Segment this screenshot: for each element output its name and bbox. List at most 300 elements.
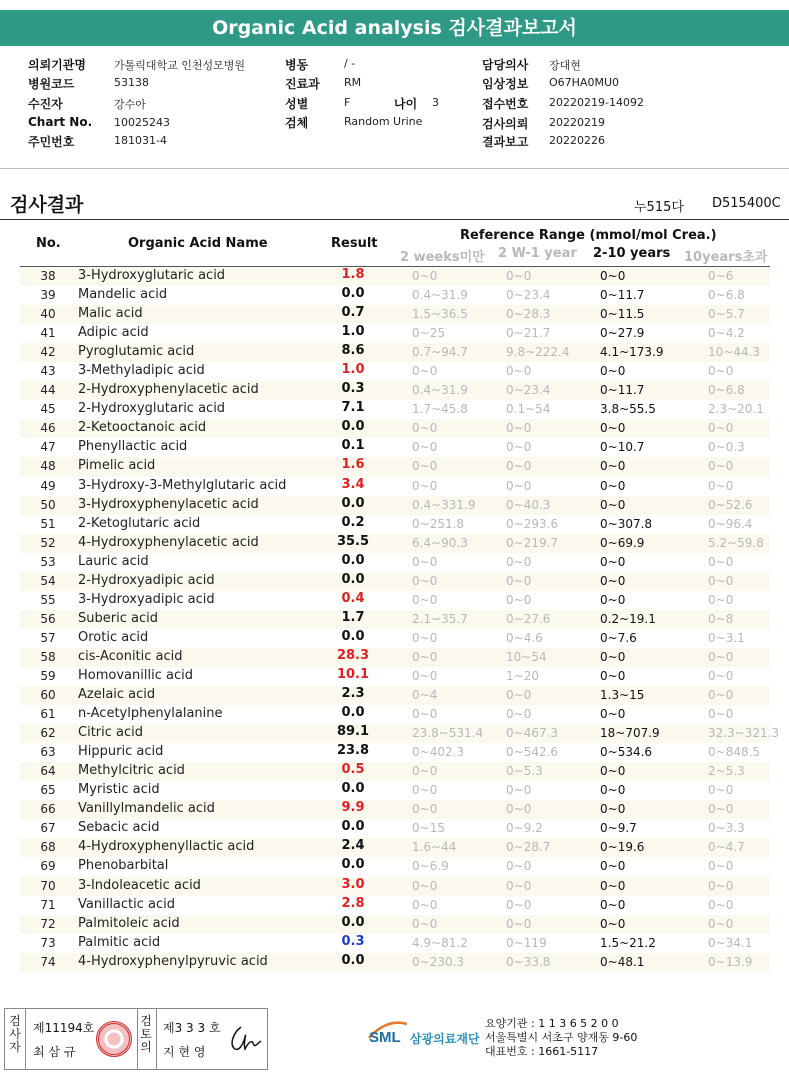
acid-name: Palmitoleic acid (78, 915, 180, 931)
table-row (20, 896, 770, 915)
range-2w-1year: 0.1~54 (506, 402, 551, 417)
acid-name: Orotic acid (78, 629, 149, 645)
acid-name: Pyroglutamic acid (78, 344, 195, 360)
range-2weeks: 0.4~31.9 (412, 288, 468, 303)
signature-icon (227, 1023, 263, 1055)
divider (0, 168, 789, 169)
row-number: 56 (40, 611, 56, 626)
range-2weeks: 0~0 (412, 802, 438, 817)
range-10years: 0~6 (708, 269, 734, 283)
resident-label: 주민번호 (28, 135, 75, 149)
row-number: 74 (40, 954, 56, 969)
table-row (20, 686, 770, 705)
lab-code: 요양기관 : 1 1 3 6 5 2 0 0 (485, 1017, 619, 1030)
result-value: 0.0 (341, 419, 365, 435)
row-number: 39 (40, 288, 56, 303)
range-2w-1year: 0~27.6 (506, 611, 551, 626)
acid-name: Lauric acid (78, 553, 149, 569)
acid-name: 2-Hydroxyglutaric acid (78, 401, 226, 417)
divider (0, 219, 789, 220)
range-10years: 0~0 (708, 878, 734, 893)
range-2weeks: 0~0 (412, 783, 438, 798)
range-2-10years: 0~0 (600, 364, 626, 379)
acid-name: Homovanillic acid (78, 667, 193, 683)
request-label: 검사의뢰 (482, 117, 529, 131)
range-2weeks: 0~25 (412, 326, 445, 341)
header-2w-1year: 2 W-1 year (498, 246, 577, 261)
range-2-10years: 0~9.7 (600, 821, 637, 836)
row-number: 72 (40, 916, 56, 931)
result-value: 0.0 (341, 286, 365, 302)
range-2weeks: 0.7~94.7 (412, 345, 468, 360)
sml-logo-icon (367, 1016, 411, 1046)
range-2w-1year: 0~0 (506, 459, 532, 474)
acid-name: 2-Hydroxyadipic acid (78, 572, 215, 588)
dept-value: RM (344, 76, 362, 89)
acid-name: Sebacic acid (78, 820, 160, 836)
table-row (20, 419, 770, 438)
table-row (20, 953, 770, 972)
range-2weeks: 0~0 (412, 269, 438, 283)
divider (25, 1009, 26, 1069)
range-10years: 0~34.1 (708, 935, 753, 950)
acid-name: Citric acid (78, 725, 143, 741)
range-2-10years: 0~11.7 (600, 288, 645, 303)
result-value: 1.7 (341, 609, 365, 625)
range-2-10years: 0~0 (600, 459, 626, 474)
row-number: 61 (40, 707, 56, 722)
range-2weeks: 0~0 (412, 707, 438, 722)
range-2-10years: 0.2~19.1 (600, 611, 656, 626)
range-2weeks: 0~0 (412, 440, 438, 455)
range-10years: 32.3~321.3 (708, 726, 780, 741)
reviewer-vertical-label: 검토의 (140, 1014, 152, 1054)
table-row (20, 819, 770, 838)
result-value: 3.0 (341, 876, 365, 892)
request-value: 20220219 (549, 116, 605, 129)
range-2-10years: 0~0 (600, 764, 626, 779)
row-number: 64 (40, 764, 56, 779)
table-row (20, 305, 770, 324)
range-10years: 0~0 (708, 478, 734, 493)
result-value: 7.1 (341, 400, 365, 416)
result-value: 0.0 (341, 628, 365, 644)
result-value: 0.3 (341, 381, 365, 397)
acid-name: 3-Indoleacetic acid (78, 877, 201, 893)
range-2-10years: 1.5~21.2 (600, 935, 656, 950)
range-2w-1year: 0~4.6 (506, 630, 543, 645)
header-2weeks: 2 weeks미만 (400, 250, 485, 265)
acid-name: Hippuric acid (78, 744, 164, 760)
result-value: 0.0 (341, 781, 365, 797)
acid-name: 4-Hydroxyphenyllactic acid (78, 839, 255, 855)
table-row (20, 515, 770, 534)
lab-address-line: 서울특별시 서초구 양재동 9-60 (485, 1031, 638, 1044)
table-row (20, 915, 770, 934)
hospital-label: 의뢰기관명 (28, 58, 86, 72)
row-number: 47 (40, 440, 56, 455)
range-10years: 2.3~20.1 (708, 402, 764, 417)
specimen-label: 검체 (285, 116, 309, 130)
range-2w-1year: 10~54 (506, 649, 547, 664)
code-value: 53138 (114, 76, 149, 89)
header-result: Result (331, 236, 378, 251)
row-number: 49 (40, 478, 56, 493)
range-2-10years: 1.3~15 (600, 688, 645, 703)
range-10years: 10~44.3 (708, 345, 761, 360)
table-row (20, 762, 770, 781)
result-value: 2.8 (341, 895, 365, 911)
table-row (20, 477, 770, 496)
range-2-10years: 0~19.6 (600, 840, 645, 855)
table-body (20, 267, 780, 972)
range-2w-1year: 0~23.4 (506, 383, 551, 398)
range-2-10years: 0~0 (600, 897, 626, 912)
result-value: 28.3 (336, 647, 370, 663)
report-label: 결과보고 (482, 135, 529, 149)
result-value: 0.7 (341, 305, 365, 321)
result-value: 0.3 (341, 933, 365, 949)
row-number: 38 (40, 269, 56, 283)
range-10years: 0~52.6 (708, 497, 753, 512)
range-2w-1year: 0~40.3 (506, 497, 551, 512)
range-2weeks: 0~0 (412, 649, 438, 664)
result-value: 0.5 (341, 762, 365, 778)
range-2w-1year: 0~0 (506, 688, 532, 703)
range-2w-1year: 0~9.2 (506, 821, 543, 836)
range-2weeks: 0~0 (412, 573, 438, 588)
clinical-label: 임상정보 (482, 77, 529, 91)
table-row (20, 286, 770, 305)
sex-label: 성별 (285, 97, 309, 111)
range-2weeks: 6.4~90.3 (412, 535, 468, 550)
row-number: 50 (40, 497, 56, 512)
row-number: 40 (40, 307, 56, 322)
patient-label: 수진자 (28, 97, 63, 111)
range-2-10years: 0~0 (600, 802, 626, 817)
range-10years: 0~6.8 (708, 288, 745, 303)
range-10years: 0~848.5 (708, 745, 761, 760)
table-row (20, 610, 770, 629)
range-2w-1year: 0~0 (506, 554, 532, 569)
doctor-label: 담당의사 (482, 58, 529, 72)
range-10years: 0~0 (708, 916, 734, 931)
range-2-10years: 0~0 (600, 707, 626, 722)
range-2w-1year: 0~0 (506, 364, 532, 379)
range-2weeks: 1.6~44 (412, 840, 457, 855)
range-2-10years: 0~48.1 (600, 954, 645, 969)
range-2w-1year: 0~467.3 (506, 726, 559, 741)
table-row (20, 934, 770, 953)
table-row (20, 591, 770, 610)
result-value: 3.4 (341, 476, 365, 492)
row-number: 67 (40, 821, 56, 836)
range-10years: 0~0 (708, 859, 734, 874)
row-number: 60 (40, 688, 56, 703)
range-2-10years: 0~0 (600, 269, 626, 283)
result-value: 1.6 (341, 457, 365, 473)
table-row (20, 648, 770, 667)
range-2w-1year: 0~0 (506, 573, 532, 588)
range-2weeks: 23.8~531.4 (412, 726, 484, 741)
range-2-10years: 0~0 (600, 649, 626, 664)
range-10years: 0~0 (708, 897, 734, 912)
range-10years: 0~0 (708, 592, 734, 607)
acid-name: 4-Hydroxyphenylpyruvic acid (78, 953, 268, 969)
range-2-10years: 0~534.6 (600, 745, 653, 760)
section-title: 검사결과 (10, 194, 84, 216)
table-row (20, 553, 770, 572)
table-row (20, 457, 770, 476)
range-2weeks: 0~0 (412, 630, 438, 645)
range-2w-1year: 0~0 (506, 707, 532, 722)
acid-name: 3-Hydroxyadipic acid (78, 591, 215, 607)
row-number: 41 (40, 326, 56, 341)
range-2-10years: 0~10.7 (600, 440, 645, 455)
range-2weeks: 0.4~331.9 (412, 497, 476, 512)
range-2w-1year: 0~0 (506, 421, 532, 436)
range-10years: 0~0 (708, 783, 734, 798)
acid-name: Palmitic acid (78, 934, 161, 950)
header-name: Organic Acid Name (128, 236, 268, 251)
range-2w-1year: 0~33.8 (506, 954, 551, 969)
signature-box (4, 1008, 268, 1070)
range-2w-1year: 0~0 (506, 478, 532, 493)
acid-name: n-Acetylphenylalanine (78, 706, 223, 722)
range-2-10years: 0~0 (600, 668, 626, 683)
range-10years: 0~3.1 (708, 630, 745, 645)
range-2weeks: 1.7~45.8 (412, 402, 468, 417)
patient-value: 강수아 (114, 98, 146, 111)
table-row (20, 324, 770, 343)
report-value: 20220226 (549, 134, 605, 147)
acid-name: Azelaic acid (78, 687, 156, 703)
range-10years: 0~0 (708, 802, 734, 817)
row-number: 73 (40, 935, 56, 950)
range-2weeks: 0~0 (412, 478, 438, 493)
range-2-10years: 0~0 (600, 783, 626, 798)
range-10years: 0~96.4 (708, 516, 753, 531)
acid-name: 3-Hydroxyphenylacetic acid (78, 496, 259, 512)
result-value: 1.0 (341, 362, 365, 378)
result-value: 0.1 (341, 438, 365, 454)
range-2w-1year: 0~219.7 (506, 535, 559, 550)
range-10years: 0~0 (708, 668, 734, 683)
range-2weeks: 0~4 (412, 688, 438, 703)
row-number: 52 (40, 535, 56, 550)
row-number: 59 (40, 668, 56, 683)
row-number: 43 (40, 364, 56, 379)
age-label: 나이 (394, 97, 418, 111)
range-10years: 0~0 (708, 688, 734, 703)
result-value: 0.0 (341, 819, 365, 835)
result-value: 0.0 (341, 952, 365, 968)
result-value: 2.4 (341, 838, 365, 854)
row-number: 66 (40, 802, 56, 817)
chart-label: Chart No. (28, 115, 93, 129)
range-2-10years: 0~69.9 (600, 535, 645, 550)
table-row (20, 267, 770, 286)
range-2w-1year: 0~5.3 (506, 764, 543, 779)
acid-name: 3-Hydroxy-3-Methylglutaric acid (78, 477, 287, 493)
range-2weeks: 0~0 (412, 878, 438, 893)
range-2weeks: 0~0 (412, 459, 438, 474)
range-2-10years: 18~707.9 (600, 726, 660, 741)
range-2weeks: 1.5~36.5 (412, 307, 468, 322)
result-value: 0.0 (341, 914, 365, 930)
table-row (20, 838, 770, 857)
range-2-10years: 0~0 (600, 916, 626, 931)
range-10years: 0~8 (708, 611, 734, 626)
result-value: 9.9 (341, 800, 365, 816)
range-2w-1year: 0~0 (506, 440, 532, 455)
row-number: 42 (40, 345, 56, 360)
row-number: 70 (40, 878, 56, 893)
range-10years: 0~3.3 (708, 821, 745, 836)
range-2weeks: 0~0 (412, 668, 438, 683)
range-2w-1year: 0~0 (506, 783, 532, 798)
range-2weeks: 0~0 (412, 364, 438, 379)
table-row (20, 857, 770, 876)
acid-name: Pimelic acid (78, 458, 156, 474)
result-value: 23.8 (336, 743, 370, 759)
range-2-10years: 0~0 (600, 497, 626, 512)
table-row (20, 362, 770, 381)
header-10years: 10years초과 (684, 250, 768, 265)
code-label: 병원코드 (28, 77, 75, 91)
chart-value: 10025243 (114, 116, 170, 129)
range-2weeks: 4.9~81.2 (412, 935, 468, 950)
inspector-license: 제11194호 (33, 1021, 95, 1035)
table-row (20, 496, 770, 515)
range-2-10years: 0~307.8 (600, 516, 653, 531)
table-row (20, 438, 770, 457)
range-2-10years: 0~0 (600, 878, 626, 893)
row-number: 65 (40, 783, 56, 798)
range-2w-1year: 0~0 (506, 802, 532, 817)
age-value: 3 (432, 96, 439, 109)
range-10years: 0~4.7 (708, 840, 745, 855)
range-2weeks: 0~0 (412, 897, 438, 912)
doctor-value: 장대현 (549, 59, 581, 72)
acid-name: Myristic acid (78, 782, 160, 798)
range-2weeks: 0~251.8 (412, 516, 465, 531)
result-value: 0.2 (341, 514, 365, 530)
table-row (20, 705, 770, 724)
result-value: 35.5 (336, 533, 370, 549)
range-2-10years: 0~11.5 (600, 307, 645, 322)
table-row (20, 781, 770, 800)
range-10years: 0~0 (708, 364, 734, 379)
range-10years: 0~6.8 (708, 383, 745, 398)
range-2weeks: 2.1~35.7 (412, 611, 468, 626)
range-2-10years: 0~0 (600, 554, 626, 569)
range-2weeks: 0~15 (412, 821, 445, 836)
row-number: 51 (40, 516, 56, 531)
acid-name: Methylcitric acid (78, 763, 185, 779)
result-value: 0.4 (341, 590, 365, 606)
range-2-10years: 0~0 (600, 421, 626, 436)
range-2w-1year: 0~23.4 (506, 288, 551, 303)
range-2w-1year: 1~20 (506, 668, 539, 683)
table-row (20, 629, 770, 648)
row-number: 53 (40, 554, 56, 569)
table-row (20, 534, 770, 553)
table-row (20, 877, 770, 896)
range-2w-1year: 0~28.7 (506, 840, 551, 855)
result-value: 1.8 (341, 267, 365, 282)
range-10years: 5.2~59.8 (708, 535, 764, 550)
acid-name: 3-Hydroxyglutaric acid (78, 268, 226, 283)
doc-code-2: D515400C (712, 196, 781, 211)
dept-label: 진료과 (285, 77, 320, 91)
acid-name: 2-Hydroxyphenylacetic acid (78, 382, 259, 398)
row-number: 57 (40, 630, 56, 645)
table-row (20, 743, 770, 762)
range-2w-1year: 0~542.6 (506, 745, 559, 760)
row-number: 45 (40, 402, 56, 417)
header-reference-range: Reference Range (mmol/mol Crea.) (460, 228, 717, 243)
acid-name: Adipic acid (78, 325, 149, 341)
row-number: 48 (40, 459, 56, 474)
lab-address (485, 1017, 637, 1059)
range-2-10years: 0~0 (600, 592, 626, 607)
table-row (20, 572, 770, 591)
hospital-value: 가톨릭대학교 인천성모병원 (114, 59, 246, 72)
header-no: No. (36, 236, 61, 251)
range-2weeks: 0~0 (412, 421, 438, 436)
divider (156, 1009, 157, 1069)
range-10years: 0~0 (708, 459, 734, 474)
acid-name: cis-Aconitic acid (78, 648, 183, 664)
acid-name: Vanillactic acid (78, 896, 176, 912)
sex-value: F (344, 96, 351, 109)
row-number: 46 (40, 421, 56, 436)
range-10years: 0~0 (708, 573, 734, 588)
range-2weeks: 0~230.3 (412, 954, 465, 969)
row-number: 58 (40, 649, 56, 664)
range-10years: 0~0 (708, 707, 734, 722)
range-2w-1year: 0~119 (506, 935, 547, 950)
row-number: 63 (40, 745, 56, 760)
range-2weeks: 0~0 (412, 592, 438, 607)
range-2w-1year: 0~293.6 (506, 516, 559, 531)
inspector-vertical-label: 검사자 (9, 1014, 21, 1054)
range-2w-1year: 0~0 (506, 859, 532, 874)
logo-subtitle: 삼광의료재단 (410, 1032, 480, 1046)
reviewer-name: 지 현 영 (163, 1045, 206, 1059)
result-value: 89.1 (336, 724, 370, 740)
range-2-10years: 4.1~173.9 (600, 345, 664, 360)
report-title-banner: Organic Acid analysis 검사결과보고서 (0, 10, 789, 46)
range-2-10years: 0~0 (600, 573, 626, 588)
ward-value: / - (344, 57, 356, 70)
specimen-value: Random Urine (344, 115, 423, 128)
result-value: 0.0 (341, 495, 365, 511)
ward-label: 병동 (285, 58, 309, 72)
table-row (20, 724, 780, 743)
result-value: 1.0 (341, 324, 365, 340)
lab-phone: 대표번호 : 1661-5117 (485, 1045, 599, 1058)
result-value: 0.0 (341, 857, 365, 873)
range-10years: 0~0 (708, 421, 734, 436)
row-number: 44 (40, 383, 56, 398)
svg-text:SML: SML (369, 1029, 401, 1046)
range-2weeks: 0~6.9 (412, 859, 449, 874)
range-10years: 0~13.9 (708, 954, 753, 969)
acid-name: Suberic acid (78, 610, 158, 626)
table-row (20, 667, 770, 686)
